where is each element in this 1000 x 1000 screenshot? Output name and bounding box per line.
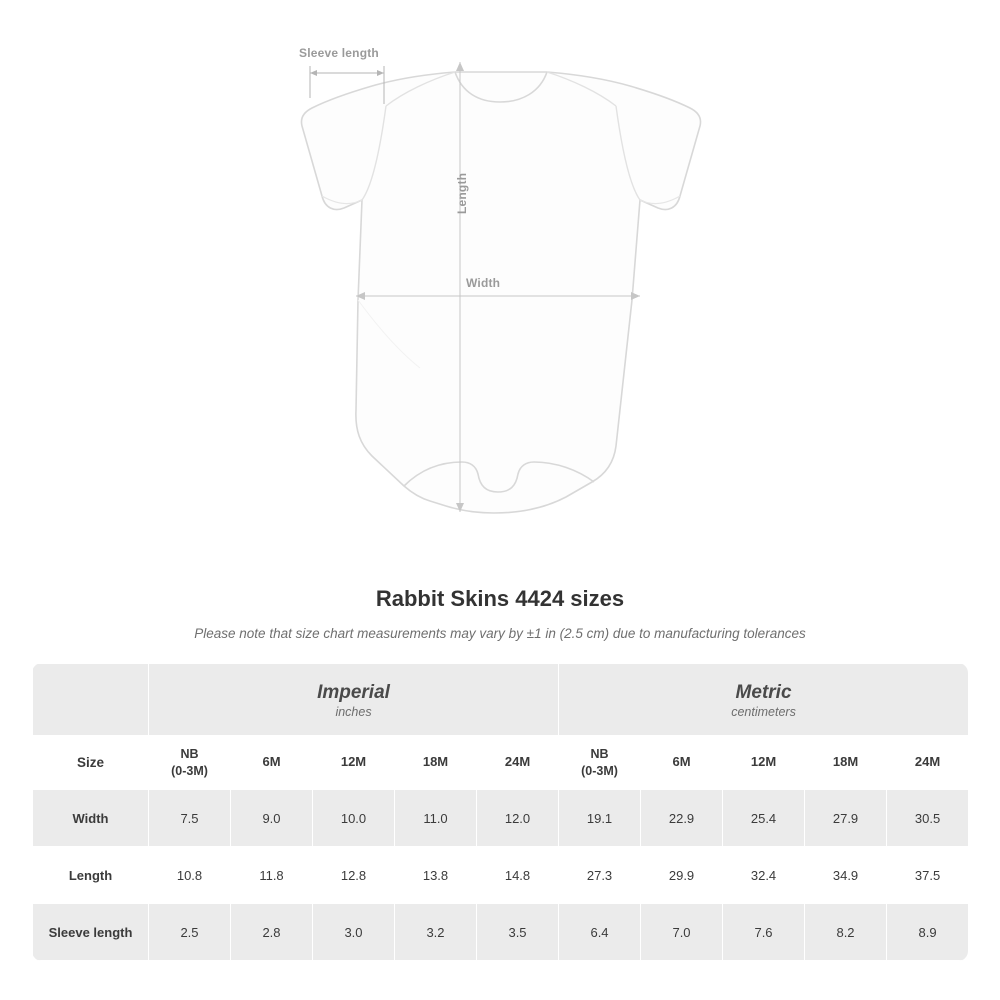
header-col-6m-imperial: 6M [231, 736, 313, 790]
header-col-18m-metric: 18M [805, 736, 887, 790]
unit-imperial-name: Imperial [317, 681, 390, 703]
cell: 7.0 [641, 904, 723, 961]
annotation-sleeve-length: Sleeve length [299, 46, 379, 60]
cell: 25.4 [723, 790, 805, 847]
cell: 12.8 [313, 847, 395, 904]
header-col-main: NB [180, 747, 199, 762]
header-col-sub: (0-3M) [581, 763, 618, 778]
cell: 27.3 [559, 847, 641, 904]
header-col-12m-metric: 12M [723, 736, 805, 790]
cell: 30.5 [887, 790, 968, 847]
cell: 10.0 [313, 790, 395, 847]
cell: 12.0 [477, 790, 559, 847]
header-col-sub: (0-3M) [171, 763, 208, 778]
cell: 7.6 [723, 904, 805, 961]
annotation-width: Width [466, 276, 501, 290]
cell: 11.8 [231, 847, 313, 904]
header-size-label: Size [33, 736, 149, 790]
unit-header-row [33, 664, 969, 736]
row-label-length: Length [33, 847, 149, 904]
header-col-18m-imperial: 18M [395, 736, 477, 790]
cell: 11.0 [395, 790, 477, 847]
size-header-row [33, 736, 969, 790]
page-title: Rabbit Skins 4424 sizes [375, 586, 625, 611]
cell: 14.8 [477, 847, 559, 904]
annotation-length: Length [455, 172, 469, 214]
row-label-sleeve-length: Sleeve length [33, 904, 149, 961]
header-col-12m-imperial: 12M [313, 736, 395, 790]
cell: 29.9 [641, 847, 723, 904]
table-row [33, 904, 969, 961]
size-table-wrapper [32, 663, 968, 961]
cell: 10.8 [149, 847, 231, 904]
cell: 13.8 [395, 847, 477, 904]
header-col-6m-metric: 6M [641, 736, 723, 790]
cell: 27.9 [805, 790, 887, 847]
cell: 3.5 [477, 904, 559, 961]
row-label-width: Width [33, 790, 149, 847]
unit-metric [559, 664, 968, 736]
cell: 8.2 [805, 904, 887, 961]
unit-spacer [33, 664, 149, 736]
unit-metric-name: Metric [735, 681, 792, 703]
size-table [32, 663, 968, 961]
cell: 3.0 [313, 904, 395, 961]
table-row [33, 790, 969, 847]
cell: 19.1 [559, 790, 641, 847]
cell: 22.9 [641, 790, 723, 847]
cell: 6.4 [559, 904, 641, 961]
cell: 32.4 [723, 847, 805, 904]
header-col-nb-metric [559, 736, 641, 790]
cell: 3.2 [395, 904, 477, 961]
cell: 7.5 [149, 790, 231, 847]
tolerance-note: Please note that size chart measurements may vary by ±1 in (2.5 cm) due to manufacturing tolerances [194, 626, 806, 641]
header-col-24m-metric: 24M [887, 736, 968, 790]
header-col-24m-imperial: 24M [477, 736, 559, 790]
unit-imperial-sub: inches [335, 705, 372, 720]
header-col-main: NB [590, 747, 609, 762]
header-col-nb-imperial [149, 736, 231, 790]
cell: 37.5 [887, 847, 968, 904]
unit-imperial [149, 664, 559, 736]
unit-metric-sub: centimeters [731, 705, 796, 720]
cell: 2.5 [149, 904, 231, 961]
cell: 2.8 [231, 904, 313, 961]
cell: 9.0 [231, 790, 313, 847]
cell: 34.9 [805, 847, 887, 904]
table-row [33, 847, 969, 904]
cell: 8.9 [887, 904, 968, 961]
